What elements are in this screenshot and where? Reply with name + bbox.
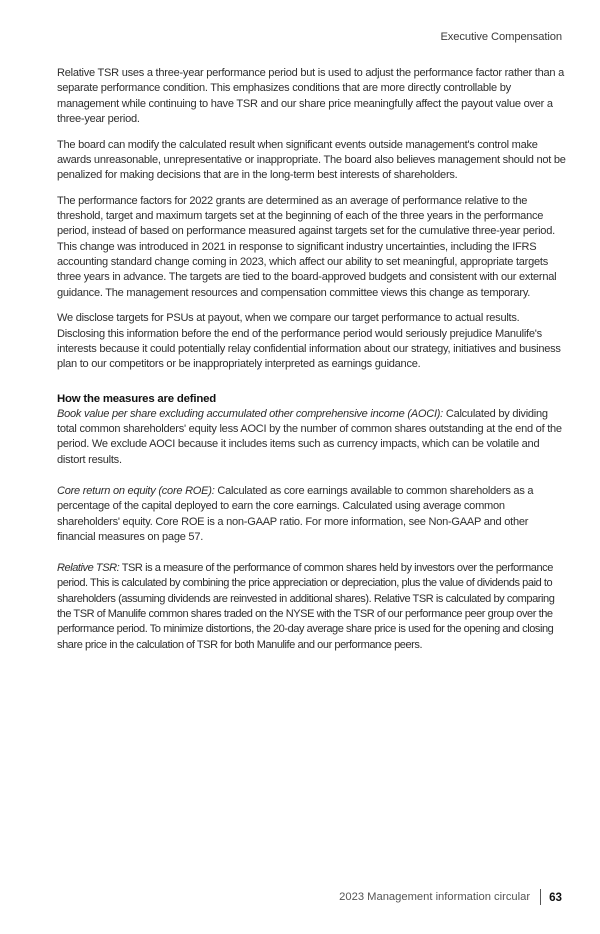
definition-book-value [57,407,567,468]
document-title: 2023 Management information circular [339,891,531,903]
page-number: 63 [549,890,562,904]
definition-term: Relative TSR: [57,562,120,575]
section-heading: How the measures are defined [57,392,216,405]
body-paragraph: The performance factors for 2022 grants are determined as an average of performance relative to the threshold, target and maximum targets set at the beginning of each of the three years in the performance period, instead of based on performance measured against targets set for the cumulative three-year period. This change was introduced in 2021 in response to significant industry uncertainties, including the IFRS accounting standard change coming in 2023, which affect our ability to set meaningful, appropriate targets three years in advance. The targets are tied to the board-approved budgets and consistent with our external guidance. The management resources and compensation committee views this change as temporary. [57,194,557,299]
definition-term: Core return on equity (core ROE): [57,485,215,497]
body-paragraph: The board can modify the calculated result when significant events outside management's control make awards unreasonable, unrepresentative or inappropriate. The board also believes management should not be penalized for making decisions that are in the long-term best interests of shareholders. [57,138,566,182]
definition-text: Calculated by dividing total common shareholders' equity less AOCI by the number of common shares outstanding at the end of the period. We exclude AOCI because it includes items such as currency impacts, which can be volatile and distort results. [57,407,562,466]
body-paragraph: Relative TSR uses a three-year performance period but is used to adjust the performance factor rather than a separate performance condition. This emphasizes conditions that are more directly controllable by management while continuing to have TSR and our share price meaningfully affect the payout value over a three-year period. [57,67,565,125]
definition-relative-tsr [57,561,567,653]
running-header: Executive Compensation [440,31,562,43]
definition-term: Book value per share excluding accumulated other comprehensive income (AOCI): [57,407,444,420]
body-paragraph: We disclose targets for PSUs at payout, when we compare our target performance to actual results. Disclosing this information before the end of the performance period would seriously prejudice Manulife's interests because it could potentially relay confidential information about our strategy, initiatives and business plan to our competitors or be inappropriately interpreted as earnings guidance. [57,312,561,371]
definition-core-roe [57,484,567,545]
page-footer [339,889,562,905]
definitions-list [57,407,567,653]
definition-text: Calculated as core earnings available to common shareholders as a percentage of the capital deployed to earn the core earnings. Calculated using average common shareholders' equity. Core ROE is a non-GAAP ratio. For more information, see Non-GAAP and other financial measures on page 57. [57,485,534,543]
footer-divider [540,889,541,905]
definition-text: TSR is a measure of the performance of common shares held by investors over the performance period. This is calculated by combining the price appreciation or depreciation, plus the value of dividends paid to shareholders (assuming dividends are reinvested in additional shares). Relative TSR is calculated by comparing the TSR of Manulife common shares traded on the NYSE with the TSR of our performance peer group over the performance period. To minimize distortions, the 20-day average share price is used for the opening and closing share price in the calculation of TSR for both Manulife and our performance peers. [57,562,555,651]
page-body [57,66,567,669]
